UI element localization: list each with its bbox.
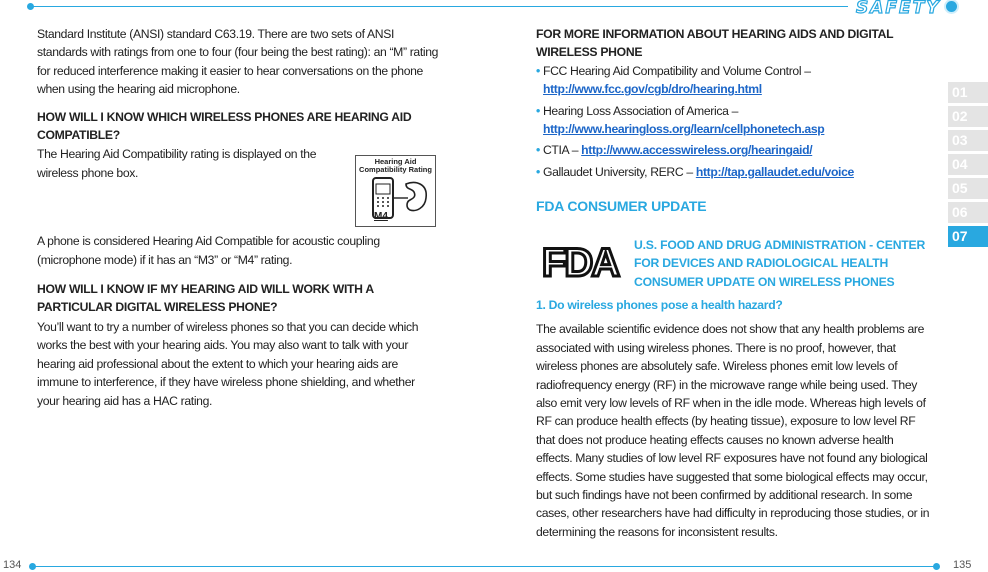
footer-rule [32,566,936,567]
fda-heading: U.S. FOOD AND DRUG ADMINISTRATION - CENTER FOR DEVICES AND RADIOLOGICAL HEALTH CONSUMER UPDATE ON WIRELESS PHONES [634,238,926,289]
chapter-tab[interactable]: 05 [948,178,988,199]
intro-paragraph: Standard Institute (ANSI) standard C63.19. There are two sets of ANSI standards with ratings from one to four (four being the best rating): an “M” rating for reduced interference making it easier to hear conversations on the phone when using the hearing aid microphone. [37,27,439,97]
resource-item: • CTIA – http://www.accesswireless.org/hearingaid/ [536,143,813,158]
question-answer: The available scientific evidence does not show that any health problems are associated with using wireless phones. There is no proof, however, that wireless phones are absolutely safe. Wireless phones emit low levels of radiofrequency energy (RF) in the microwave range while being used. They also emit very low levels of RF when in the idle mode. Whereas high levels of RF can produce health effects (by heating tissue), exposure to low level RF that does not produce heating effects causes no known adverse health effects. Many studies of low level RF exposures have not found any biological effects. Some studies have suggested that some biological effects may occur, but such findings have not been confirmed by additional research. In some cases, other researchers have had difficulty in reproducing those studies, or in determining the reasons for inconsistent results. [536,322,930,539]
fda-logo [535,240,625,284]
chapter-tab[interactable]: 01 [948,82,988,103]
resource-link[interactable]: http://www.accesswireless.org/hearingaid/ [581,143,813,158]
q1-heading: HOW WILL I KNOW WHICH WIRELESS PHONES ARE HEARING AID COMPATIBLE? [37,109,412,143]
resource-text: Hearing Loss Association of America – [542,103,738,118]
header-dot-left [27,3,34,10]
phone-hearing-aid-icon [356,174,435,224]
footer-dot-right [933,563,940,570]
question-heading: 1. Do wireless phones pose a health hazard? [536,298,783,312]
resource-link[interactable]: http://www.fcc.gov/cgb/dro/hearing.html [543,82,762,97]
resource-link[interactable]: http://tap.gallaudet.edu/voice [695,164,854,179]
info-heading: FOR MORE INFORMATION ABOUT HEARING AIDS AND DIGITAL WIRELESS PHONE [536,27,894,60]
footer-dot-left [29,563,36,570]
resource-item: • Hearing Loss Association of America – http://www.hearingloss.org/learn/cellphonetech.asp [536,103,825,137]
resource-item: • FCC Hearing Aid Compatibility and Volume Control – http://www.fcc.gov/cgb/dro/hearing.html [536,63,811,97]
q2-text: You’ll want to try a number of wireless phones so that you can decide which works the best with your hearing aids. You may also want to talk with your hearing aid professional about the extent to which your hearing aids are immune to interference, if they have wireless phone shielding, and whether your hearing aid has a HAC rating. [37,319,419,408]
hac-logo-title: Hearing Aid Compatibility Rating [359,157,432,174]
resource-text: FCC Hearing Aid Compatibility and Volume Control – [542,63,811,78]
resource-link[interactable]: http://www.hearingloss.org/learn/cellphonetech.asp [543,122,825,137]
resource-item: • Gallaudet University, RERC – http://tap.gallaudet.edu/voice [536,164,854,179]
chapter-tab-active[interactable]: 07 [948,226,988,247]
section-title: SAFETY [856,0,941,18]
resource-text: Gallaudet University, RERC – [542,164,693,179]
hac-logo-rating: M4 [374,211,388,222]
chapter-tab[interactable]: 03 [948,130,988,151]
q1-text: The Hearing Aid Compatibility rating is displayed on the wireless phone box. [37,147,317,180]
hac-rating-logo [355,155,436,227]
header-rule [30,6,848,7]
page-number-right: 135 [953,559,972,571]
resource-list [536,62,932,181]
chapter-tabs [948,82,988,250]
fda-section-title: FDA CONSUMER UPDATE [536,198,707,215]
chapter-tab[interactable]: 02 [948,106,988,127]
q1-text2: A phone is considered Hearing Aid Compatible for acoustic coupling (microphone mode) if it has an “M3” or “M4” rating. [37,234,380,267]
chapter-tab[interactable]: 04 [948,154,988,175]
q2-heading: HOW WILL I KNOW IF MY HEARING AID WILL WORK WITH A PARTICULAR DIGITAL WIRELESS PHONE? [37,282,374,315]
right-column [536,25,932,216]
chapter-tab[interactable]: 06 [948,202,988,223]
fda-logo-text: FDA [541,241,619,284]
fda-body [536,296,932,541]
resource-text: CTIA – [542,143,579,158]
page-number-left: 134 [3,559,22,571]
header-dot-right [946,1,957,12]
